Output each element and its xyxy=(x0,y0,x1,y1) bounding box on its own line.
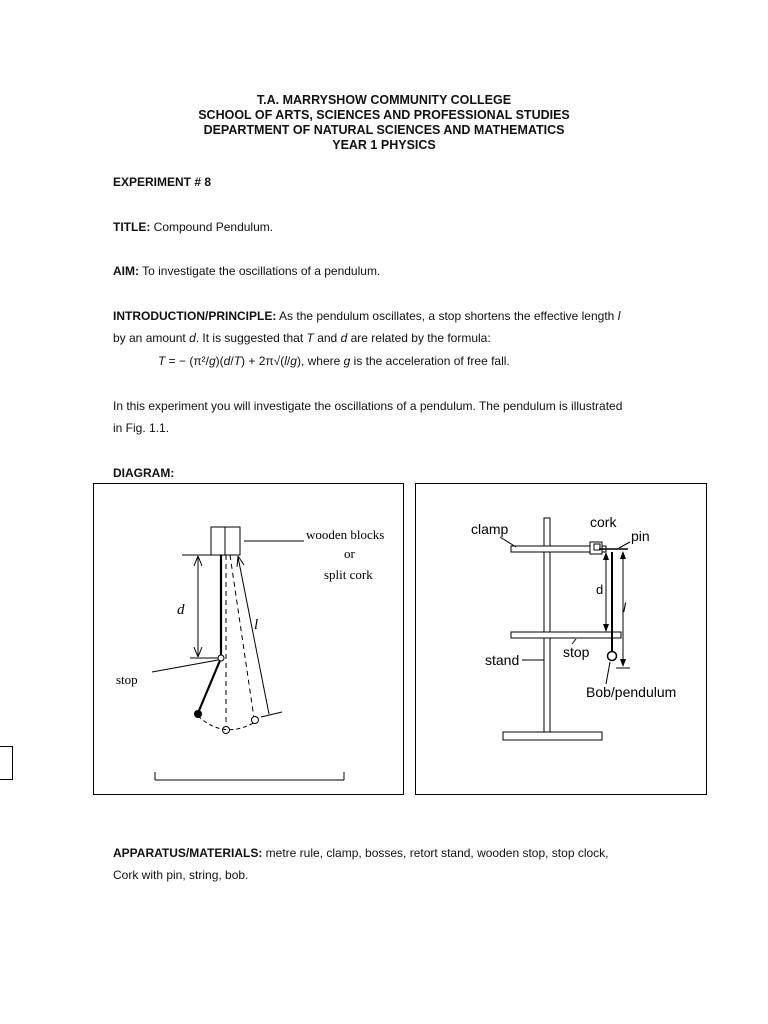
l-label: l xyxy=(623,600,626,615)
bob-pendulum-label: Bob/pendulum xyxy=(586,684,677,700)
formula: T = − (π²/g)(d/T) + 2π√(l/g), where g is the acceleration of free fall. xyxy=(158,354,510,368)
pin-leader-line xyxy=(619,542,630,548)
pin-label: pin xyxy=(631,528,650,544)
pendulum-string-lower xyxy=(198,658,221,713)
pendulum-sketch xyxy=(94,484,403,794)
wooden-blocks-label: wooden blocks xyxy=(306,527,385,542)
pendulum-diagram-right xyxy=(415,483,707,795)
aim-text: To investigate the oscillations of a pendulum. xyxy=(142,264,381,278)
experiment-number: EXPERIMENT # 8 xyxy=(113,175,212,189)
apparatus-section xyxy=(113,842,673,886)
bob-icon xyxy=(608,652,617,661)
stop-arm xyxy=(511,632,621,638)
intro-text-5: are related by the formula: xyxy=(350,331,491,345)
description-line-2: in Fig. 1.1. xyxy=(113,421,170,435)
intro-var-d2: d xyxy=(340,331,348,345)
d-arrow-head-top xyxy=(603,552,609,560)
or-label: or xyxy=(344,546,355,561)
l-arrow-head-top xyxy=(620,551,626,559)
clamp-leader-line xyxy=(500,537,516,547)
pendulum-diagram-left xyxy=(93,483,404,795)
l-arrow-head xyxy=(237,556,244,567)
intro-var-d: d xyxy=(189,331,196,345)
intro-var-l: l xyxy=(617,309,621,323)
l-bottom-tick xyxy=(261,712,282,717)
diagram-label: DIAGRAM: xyxy=(113,466,175,480)
title-text: Compound Pendulum. xyxy=(153,220,274,234)
intro-text-2: by an amount xyxy=(113,331,186,345)
school-name: SCHOOL OF ARTS, SCIENCES AND PROFESSIONAL STUDIES xyxy=(198,108,570,122)
intro-label: INTRODUCTION/PRINCIPLE: xyxy=(113,309,277,323)
d-label: d xyxy=(177,602,185,618)
description-paragraph xyxy=(113,395,673,439)
apparatus-text-2: Cork with pin, string, bob. xyxy=(113,868,249,882)
title-section xyxy=(113,216,673,238)
stand-base xyxy=(503,732,602,740)
stop-peg-icon xyxy=(218,655,224,661)
l-label: l xyxy=(254,617,259,633)
edge-box-artifact xyxy=(0,746,13,780)
stop-leader-line xyxy=(152,660,218,672)
intro-var-T: T xyxy=(306,331,314,345)
college-name: T.A. MARRYSHOW COMMUNITY COLLEGE xyxy=(256,93,512,107)
split-cork-label: split cork xyxy=(324,567,373,582)
l-arrow-head-bottom xyxy=(620,659,626,667)
l-arrow-line xyxy=(238,557,269,714)
clamp-label: clamp xyxy=(471,521,509,537)
apparatus-text-1: metre rule, clamp, bosses, retort stand, wooden stop, stop clock, xyxy=(265,846,609,860)
d-arrow-head-bottom xyxy=(603,624,609,632)
department-name: DEPARTMENT OF NATURAL SCIENCES AND MATHEMATICS xyxy=(203,123,565,137)
introduction-section xyxy=(113,305,673,349)
bob-right-icon xyxy=(252,717,259,724)
intro-text-3: . It is suggested that xyxy=(195,331,304,345)
stand-sketch xyxy=(416,484,706,794)
document-header xyxy=(0,93,768,153)
stop-label: stop xyxy=(116,672,138,687)
cork-label: cork xyxy=(590,514,617,530)
d-label: d xyxy=(596,582,604,597)
intro-text-1: As the pendulum oscillates, a stop shortens the effective length xyxy=(279,309,615,323)
aim-label: AIM: xyxy=(113,264,139,278)
stop-label: stop xyxy=(563,644,590,660)
description-line-1: In this experiment you will investigate the oscillations of a pendulum. The pendulum is illustrated xyxy=(113,399,623,413)
apparatus-label: APPARATUS/MATERIALS: xyxy=(113,846,263,860)
intro-text-4: and xyxy=(317,331,338,345)
bob-leader-line xyxy=(606,662,610,684)
bob-left-icon xyxy=(194,710,202,718)
aim-section xyxy=(113,260,673,282)
course-name: YEAR 1 PHYSICS xyxy=(332,138,436,152)
stand-label: stand xyxy=(485,652,520,668)
title-label: TITLE: xyxy=(113,220,151,234)
